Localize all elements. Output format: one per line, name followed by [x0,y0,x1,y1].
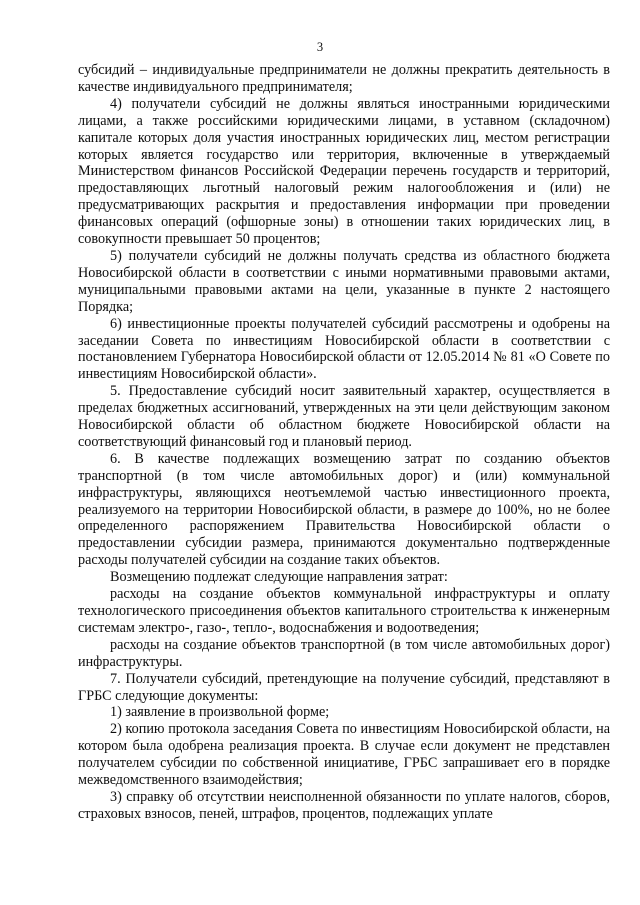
paragraph-doc-1: 1) заявление в произвольной форме; [110,704,330,721]
paragraph-continuation: субсидий – индивидуальные предприниматели не должны прекратить деятельность в качестве индивидуального предпринимателя; [78,62,610,95]
paragraph-clause-5: 5. Предоставление субсидий носит заявительный характер, осуществляется в пределах бюджетных ассигнований, утвержденных на эти цели действующим законом Новосибирской области об областном бюджете Новосибирской области на соответствующий финансовый год и плановый период. [78,383,610,450]
paragraph-item-4: 4) получатели субсидий не должны являться иностранными юридическими лицами, а также российскими юридическими лицами, в уставном (складочном) капитале которых доля участия иностранных юридических лиц, местом регистрации которых является государство или территория, включенные в утверждаемый Министерством финансов Российской Федерации перечень государств и территорий, предоставляющих льготный налоговый режим налогообложения и (или) не предусматривающих раскрытия и предоставления информации при проведении финансовых операций (офшорные зоны) в отношении таких юридических лиц, в совокупности превышает 50 процентов; [78,95,610,248]
paragraph-doc-3: 3) справку об отсутствии неисполненной обязанности по уплате налогов, сборов, страховых взносов, пеней, штрафов, процентов, подлежащих уплате [78,788,610,822]
document-body [78,62,610,823]
page-number: 3 [316,40,324,54]
paragraph-communal-costs: расходы на создание объектов коммунальной инфраструктуры и оплату технологического присоединения объектов капитального строительства к инженерным системам электро-, газо-, тепло-, водоснабжения и водоотведения; [78,586,610,636]
paragraph-doc-2: 2) копию протокола заседания Совета по инвестициям Новосибирской области, на котором была одобрена реализация проекта. В случае если документ не представлен получателем субсидии по собственной инициативе, ГРБС запрашивает его в порядке межведомственного взаимодействия; [78,721,610,789]
paragraph-clause-7: 7. Получатели субсидий, претендующие на получение субсидий, представляют в ГРБС следующие документы: [78,670,610,704]
paragraph-item-6: 6) инвестиционные проекты получателей субсидий рассмотрены и одобрены на заседании Совета по инвестициям Новосибирской области в соответствии с постановлением Губернатора Новосибирской области от 12.05.2014 № 81 «О Совете по инвестициям Новосибирской области». [78,315,610,383]
paragraph-transport-costs: расходы на создание объектов транспортной (в том числе автомобильных дорог) инфраструктуры. [78,636,610,670]
paragraph-clause-6: 6. В качестве подлежащих возмещению затрат по созданию объектов транспортной (в том числе автомобильных дорог) и (или) коммунальной инфраструктуры, являющихся неотъемлемой частью инвестиционного проекта, реализуемого на территории Новосибирской области, в размере до 100%, но не более определенного распоряжением Правительства Новосибирской области о предоставлении субсидии размера, принимаются документально подтвержденные расходы получателей субсидии на создание таких объектов. [78,450,610,569]
paragraph-item-5: 5) получатели субсидий не должны получать средства из областного бюджета Новосибирской области в соответствии с иными нормативными правовыми актами, муниципальными правовыми актами на цели, указанные в пункте 2 настоящего Порядка; [78,247,610,315]
paragraph-cost-directions-heading: Возмещению подлежат следующие направления затрат: [110,569,448,586]
